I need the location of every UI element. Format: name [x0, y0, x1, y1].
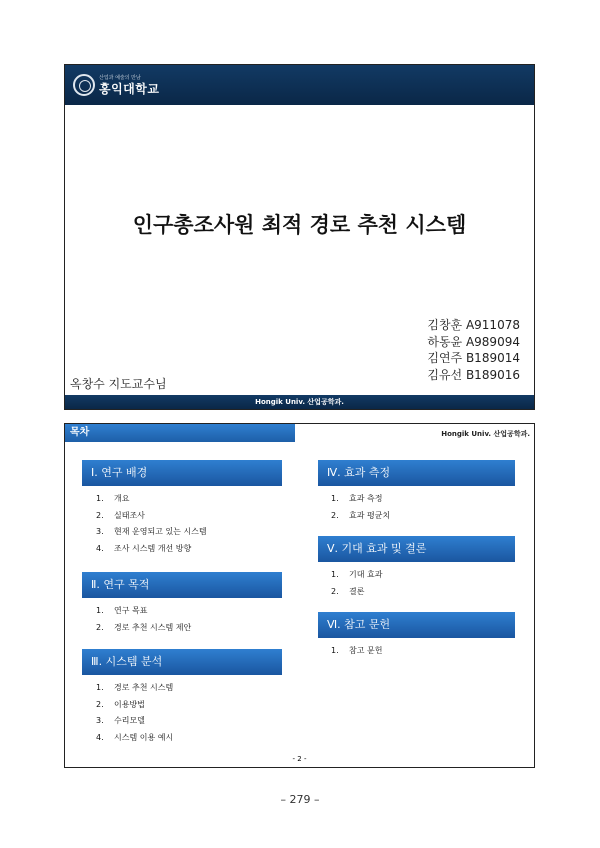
toc-item-number: 1. [96, 494, 104, 503]
toc-item-label: 개요 [114, 494, 130, 503]
toc-item [96, 620, 191, 637]
toc-item-number: 2. [96, 510, 104, 520]
toc-item-label: 이용방법 [114, 699, 145, 709]
section-bar: Ⅳ. 효과 측정 [318, 460, 515, 486]
section-bar: Ⅲ. 시스템 분석 [82, 649, 282, 675]
section-bar: Ⅵ. 참고 문헌 [318, 612, 515, 638]
toc-item [331, 508, 390, 525]
toc-item-number: 2. [331, 586, 339, 596]
toc-item-label: 수리모델 [114, 716, 145, 725]
toc-item-label: 시스템 이용 예시 [114, 732, 174, 742]
toc-item-label: 효과 평균치 [349, 510, 391, 520]
toc-item [331, 643, 382, 660]
logo-name: 홍익대학교 [99, 81, 160, 96]
author-item: 김연주 B189014 [427, 351, 520, 365]
toc-item-number: 2. [331, 510, 339, 520]
section-list [96, 680, 173, 746]
toc-item [96, 680, 173, 697]
toc-item-label: 기대 효과 [349, 570, 383, 579]
toc-item [96, 491, 207, 508]
toc-item-number: 2. [96, 622, 104, 632]
toc-item [331, 567, 382, 584]
toc-item [96, 697, 173, 714]
toc-item [331, 491, 390, 508]
toc-item [331, 584, 382, 601]
toc-item-label: 경로 추천 시스템 [114, 683, 174, 692]
section-bar: Ⅱ. 연구 목적 [82, 572, 282, 598]
document-page-number: – 279 – [280, 793, 320, 806]
section-list [331, 567, 382, 600]
contents-header: 목차 [65, 424, 295, 442]
toc-item [96, 508, 207, 525]
section-list [96, 491, 207, 557]
toc-item-number: 4. [96, 732, 104, 742]
author-item: 김창훈 A911078 [427, 318, 520, 332]
toc-item-number: 1. [331, 494, 339, 503]
slide-university-label: Hongik Univ. 산업공학과. [441, 430, 530, 438]
toc-item-label: 연구 목표 [114, 606, 148, 615]
author-item: 하동윤 A989094 [427, 334, 520, 349]
toc-item [96, 541, 207, 558]
toc-item-label: 현재 운영되고 있는 시스템 [114, 527, 207, 536]
slide-header-bar [65, 65, 534, 105]
author-item: 김유선 B189016 [427, 367, 520, 382]
logo-tagline: 산업과 예술의 만남 [99, 74, 141, 81]
toc-item-label: 결론 [349, 586, 365, 596]
toc-item-label: 실태조사 [114, 510, 145, 520]
section-bar: Ⅴ. 기대 효과 및 결론 [318, 536, 515, 562]
title-slide [64, 64, 535, 410]
section-list [331, 491, 390, 524]
section-bar: Ⅰ. 연구 배경 [82, 460, 282, 486]
author-list [427, 317, 520, 383]
toc-item-number: 1. [96, 683, 104, 692]
toc-item-number: 4. [96, 543, 104, 553]
toc-item-number: 1. [331, 646, 339, 655]
toc-item [96, 730, 173, 747]
toc-item-number: 2. [96, 699, 104, 709]
toc-item [96, 524, 207, 541]
toc-item-number: 3. [96, 716, 104, 725]
university-seal-icon [73, 74, 95, 96]
toc-item [96, 713, 173, 730]
presentation-title: 인구총조사원 최적 경로 추천 시스템 [132, 213, 467, 237]
slide-page-number: - 2 - [292, 755, 307, 763]
university-logo [73, 71, 159, 99]
contents-slide [64, 423, 535, 768]
advisor-name: 옥창수 지도교수님 [70, 377, 167, 391]
slide-footer: Hongik Univ. 산업공학과. [65, 395, 534, 409]
toc-item-label: 효과 측정 [349, 494, 383, 503]
toc-item-label: 경로 추천 시스템 제안 [114, 622, 192, 632]
toc-item-number: 1. [96, 606, 104, 615]
toc-item-number: 1. [331, 570, 339, 579]
section-list [96, 603, 191, 636]
toc-item-label: 참고 문헌 [349, 646, 383, 655]
toc-item-label: 조사 시스템 개선 방향 [114, 543, 192, 553]
section-list [331, 643, 382, 660]
toc-item [96, 603, 191, 620]
toc-item-number: 3. [96, 527, 104, 536]
